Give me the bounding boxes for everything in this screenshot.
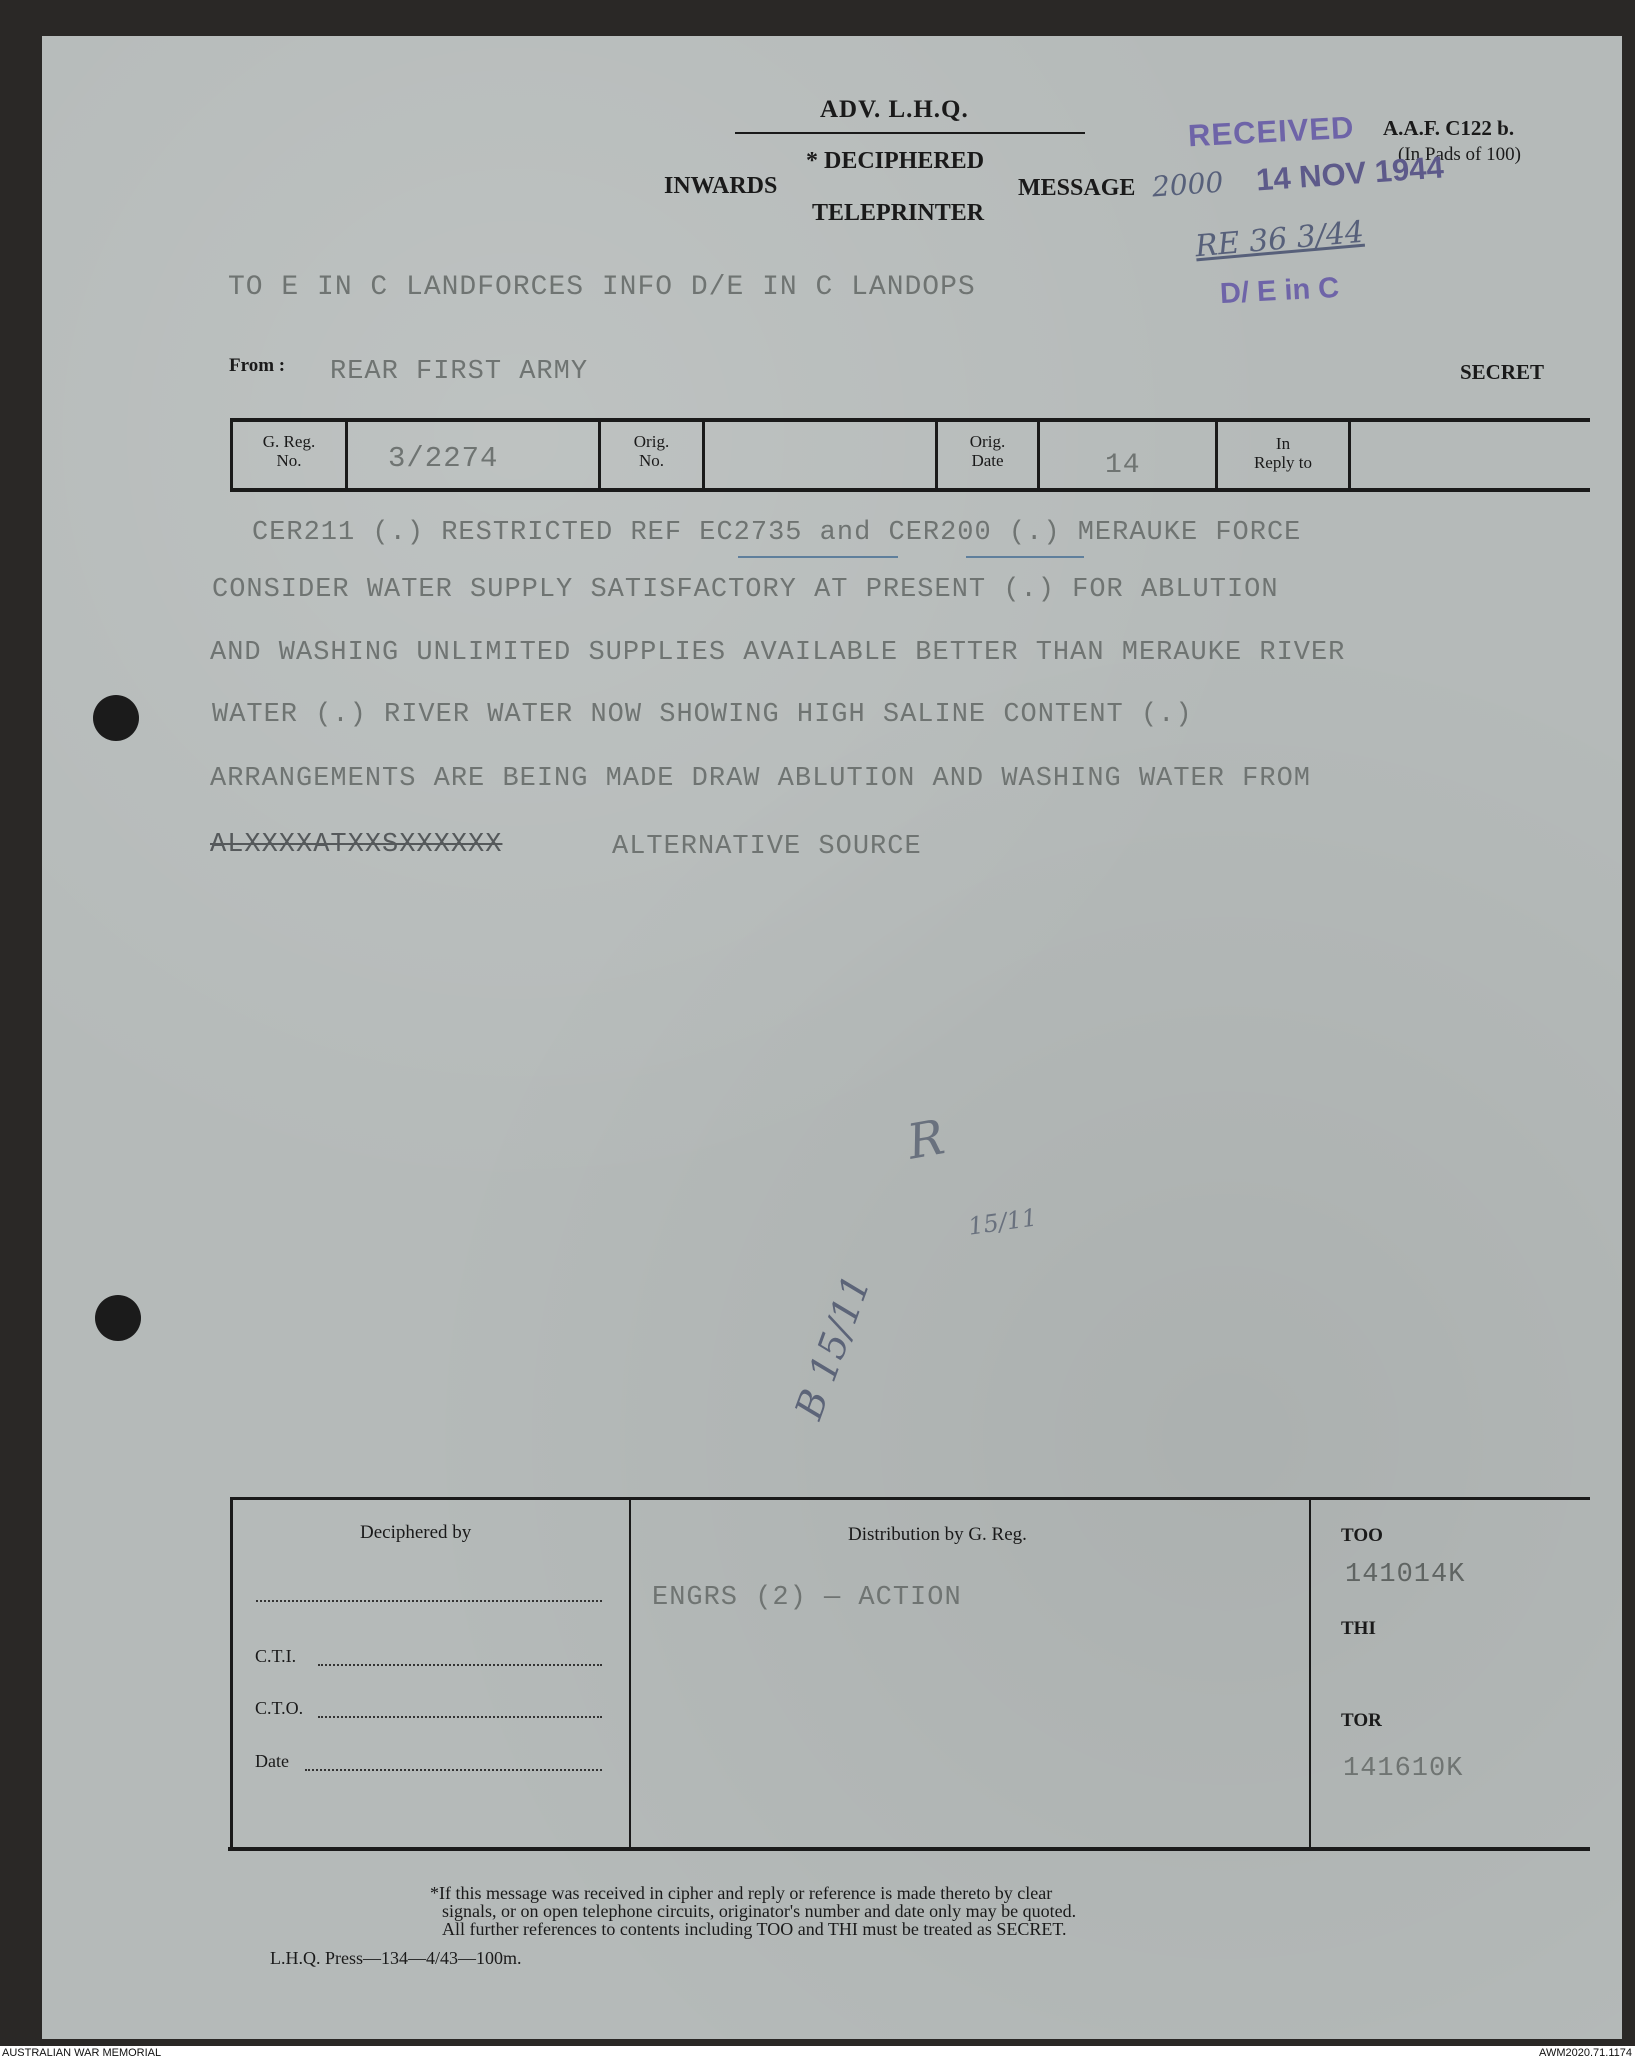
thi-label: THI	[1341, 1618, 1376, 1639]
message-line-6: ALTERNATIVE SOURCE	[612, 832, 922, 862]
handwritten-date-1: 15/11	[966, 1203, 1039, 1241]
from-value: REAR FIRST ARMY	[330, 357, 589, 387]
message-line-1	[252, 518, 1301, 548]
archive-strip	[0, 2046, 1635, 2061]
reg-table-bottom	[230, 488, 1590, 492]
orig-no-label: Orig. No.	[633, 432, 670, 470]
message-line-text: WATER (.) RIVER WATER NOW SHOWING HIGH SALINE CONTENT (.)	[212, 700, 1193, 730]
punch-hole-bottom	[95, 1295, 141, 1341]
archive-institution: AUSTRALIAN WAR MEMORIAL	[2, 2047, 162, 2059]
office-stamp: D/ E in C	[1219, 271, 1340, 311]
footnote-line-3: All further references to contents including TOO and THI must be treated as SECRET.	[442, 1919, 1067, 1939]
too-label: TOO	[1341, 1525, 1383, 1546]
from-label: From :	[229, 355, 286, 376]
handwritten-initials-1: R	[903, 1109, 949, 1171]
addressee-line: TO E IN C LANDFORCES INFO D/E IN C LANDOPS	[228, 272, 976, 303]
struck-out-text: ALXXXXATXXSXXXXXX	[210, 830, 503, 860]
reg-divider-3	[702, 418, 705, 490]
message-line-4	[212, 700, 1193, 730]
tor-label: TOR	[1341, 1710, 1382, 1731]
footer-divider-left	[230, 1497, 233, 1849]
footer-table-top	[230, 1497, 1590, 1500]
cti-label: C.T.I.	[255, 1646, 297, 1666]
message-line-text: CER211 (.) RESTRICTED REF EC2735 and CER200 (.) MERAUKE FORCE	[252, 518, 1302, 548]
press-mark: L.H.Q. Press—134—4/43—100m.	[270, 1948, 522, 1968]
footer-table-bottom	[228, 1847, 1590, 1851]
cto-label: C.T.O.	[255, 1698, 304, 1718]
message-line-5	[210, 764, 1311, 794]
office-underline	[735, 132, 1085, 134]
reply-label: In Reply to	[1253, 434, 1313, 472]
message-line-text: AND WASHING UNLIMITED SUPPLIES AVAILABLE BETTER THAN MERAUKE RIVER	[210, 638, 1346, 668]
g-reg-value: 3/2274	[388, 442, 499, 475]
too-value: 141014K	[1345, 1560, 1466, 1590]
received-time: 2000	[1150, 165, 1225, 204]
message-form	[42, 36, 1622, 2039]
teleprinter-label: TELEPRINTER	[812, 200, 985, 226]
archive-accession: AWM2020.71.1174	[1539, 2047, 1632, 2059]
cti-field	[318, 1664, 602, 1666]
form-code: A.A.F. C122 b.	[1383, 116, 1515, 140]
orig-date-label: Orig. Date	[969, 432, 1006, 470]
deciphered-label: * DECIPHERED	[806, 148, 985, 174]
footer-divider-1	[629, 1497, 631, 1849]
reg-table-top	[230, 418, 1590, 422]
orig-date-value: 14	[1105, 450, 1141, 481]
message-line-3	[210, 638, 1345, 668]
reg-divider-1	[345, 418, 348, 490]
g-reg-label: G. Reg. No.	[262, 432, 316, 470]
message-label: MESSAGE	[1018, 175, 1136, 201]
date-label: Date	[255, 1751, 289, 1771]
date-field	[305, 1769, 602, 1771]
ref-underline-1	[738, 556, 898, 558]
handwritten-initials-2: B 15/11	[786, 1269, 879, 1425]
office-heading: ADV. L.H.Q.	[820, 96, 969, 123]
cto-field	[318, 1716, 602, 1718]
distribution-value: ENGRS (2) — ACTION	[652, 1583, 962, 1613]
footnote-line-2: signals, or on open telephone circuits, originator's number and date only may be quoted.	[442, 1901, 1077, 1921]
message-line-2	[212, 575, 1279, 605]
tor-value: 141610K	[1343, 1754, 1464, 1784]
footer-divider-2	[1309, 1497, 1311, 1849]
received-date: 14 NOV 1944	[1254, 149, 1445, 198]
deciphered-by-label: Deciphered by	[360, 1522, 472, 1543]
file-reference: RE 36 3/44	[1193, 214, 1366, 265]
distribution-label: Distribution by G. Reg.	[848, 1524, 1027, 1545]
reg-divider-5	[1037, 418, 1040, 490]
reg-divider-7	[1348, 418, 1351, 490]
ref-underline-2	[966, 556, 1084, 558]
message-line-text: ARRANGEMENTS ARE BEING MADE DRAW ABLUTION AND WASHING WATER FROM	[210, 764, 1311, 794]
message-line-text: CONSIDER WATER SUPPLY SATISFACTORY AT PRESENT (.) FOR ABLUTION	[212, 575, 1279, 605]
received-stamp: RECEIVED	[1187, 109, 1356, 154]
footnote-line-1: *If this message was received in cipher and reply or reference is made thereto by clear	[430, 1883, 1053, 1903]
pads-note: (In Pads of 100)	[1398, 144, 1521, 165]
classification: SECRET	[1460, 360, 1545, 384]
punch-hole-top	[93, 695, 139, 741]
inwards-label: INWARDS	[664, 173, 778, 199]
deciphered-by-field	[256, 1600, 602, 1602]
